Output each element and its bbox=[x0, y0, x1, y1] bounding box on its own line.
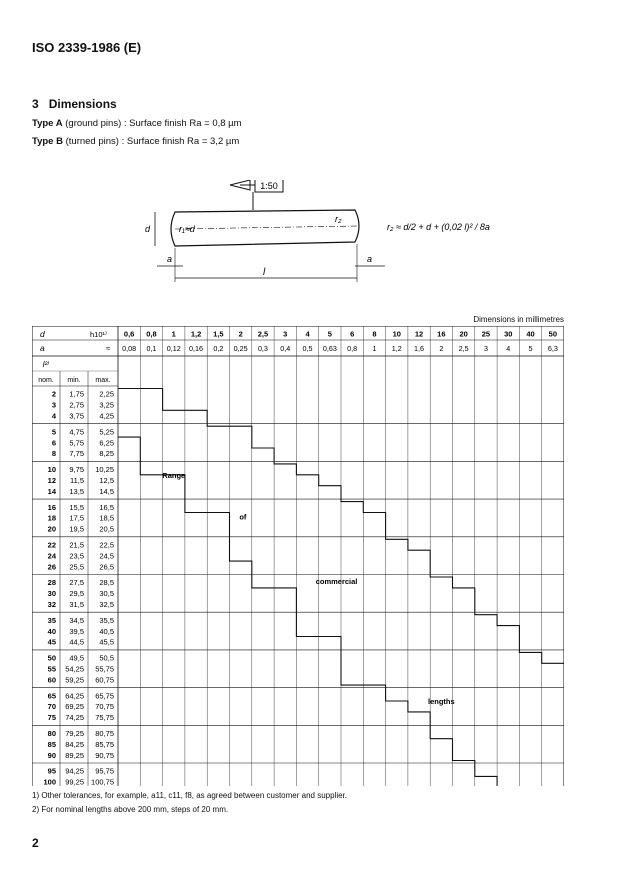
page-number: 2 bbox=[32, 836, 39, 850]
row-a-approx: ≈ bbox=[106, 344, 111, 353]
length-nom: 2 bbox=[51, 389, 56, 399]
length-max: 65,75 bbox=[95, 691, 114, 701]
length-max: 40,5 bbox=[99, 626, 114, 636]
length-nom: 30 bbox=[47, 589, 56, 599]
length-min: 84,25 bbox=[65, 739, 84, 749]
a-value: 2,5 bbox=[458, 344, 469, 353]
row-d-tolerance: h10¹⁾ bbox=[90, 330, 107, 339]
length-nom: 20 bbox=[47, 524, 56, 534]
a-value: 0,63 bbox=[322, 344, 337, 353]
length-max: 100,75 bbox=[91, 777, 114, 786]
length-min: 23,5 bbox=[69, 551, 84, 561]
length-max: 18,5 bbox=[99, 513, 114, 523]
length-nom: 95 bbox=[47, 766, 56, 776]
length-min: 5,75 bbox=[69, 438, 84, 448]
max-header: max. bbox=[95, 377, 111, 384]
type-b-name: Type B bbox=[32, 136, 63, 147]
d-value: 30 bbox=[504, 329, 513, 339]
footnote-2: 2) For nominal lengths above 200 mm, steps of 20 mm. bbox=[32, 805, 229, 814]
length-nom: 18 bbox=[47, 513, 56, 523]
length-min: 99,25 bbox=[65, 777, 84, 786]
length-max: 95,75 bbox=[95, 766, 114, 776]
length-min: 11,5 bbox=[69, 476, 84, 485]
type-a-name: Type A bbox=[32, 118, 63, 129]
section-title: Dimensions bbox=[48, 97, 117, 111]
length-min: 54,25 bbox=[65, 664, 84, 674]
length-max: 2,25 bbox=[99, 389, 114, 399]
length-max: 32,5 bbox=[99, 600, 114, 609]
type-b-line bbox=[32, 136, 239, 147]
length-nom: 5 bbox=[51, 427, 56, 437]
length-nom: 35 bbox=[47, 615, 56, 625]
d-value: 5 bbox=[327, 329, 332, 339]
length-max: 14,5 bbox=[99, 486, 114, 496]
length-min: 1,75 bbox=[69, 389, 84, 399]
pin-body bbox=[171, 210, 359, 246]
length-nom: 100 bbox=[43, 777, 56, 786]
length-min: 27,5 bbox=[69, 578, 84, 588]
length-max: 16,5 bbox=[99, 502, 114, 512]
length-nom: 14 bbox=[47, 486, 56, 496]
a-value: 0,1 bbox=[146, 344, 157, 353]
a-value: 0,4 bbox=[280, 344, 291, 353]
length-nom: 12 bbox=[47, 476, 56, 485]
a-value: 0,5 bbox=[302, 344, 313, 353]
length-max: 24,5 bbox=[99, 551, 114, 561]
d-value: 12 bbox=[414, 329, 424, 339]
a-value: 2 bbox=[439, 344, 444, 353]
section-number: 3 bbox=[32, 97, 39, 111]
length-min: 15,5 bbox=[69, 502, 84, 512]
d-value: 10 bbox=[392, 329, 401, 339]
a-value: 0,8 bbox=[347, 344, 358, 353]
a-value: 3 bbox=[483, 344, 488, 353]
d-value: 40 bbox=[526, 329, 535, 339]
length-min: 2,75 bbox=[69, 400, 84, 410]
length-nom: 75 bbox=[47, 713, 56, 723]
length-nom: 55 bbox=[47, 664, 56, 674]
length-nom: 16 bbox=[47, 502, 56, 512]
length-nom: 24 bbox=[47, 551, 56, 561]
units-note: Dimensions in millimetres bbox=[473, 315, 564, 324]
length-min: 13,5 bbox=[69, 486, 84, 496]
length-min: 89,25 bbox=[65, 750, 84, 760]
length-min: 7,75 bbox=[69, 449, 84, 459]
length-max: 60,75 bbox=[95, 675, 114, 685]
row-d-label: d bbox=[40, 329, 45, 339]
length-min: 49,5 bbox=[69, 653, 84, 663]
length-nom: 70 bbox=[47, 702, 56, 712]
a-value: 5 bbox=[528, 344, 533, 353]
length-max: 70,75 bbox=[95, 702, 114, 712]
length-min: 9,75 bbox=[69, 465, 84, 475]
length-max: 30,5 bbox=[99, 589, 114, 599]
d-value: 1,5 bbox=[213, 329, 224, 339]
a-value: 0,2 bbox=[213, 344, 224, 353]
range-word: commercial bbox=[315, 577, 358, 586]
length-min: 64,25 bbox=[65, 691, 84, 701]
range-word: of bbox=[239, 512, 247, 522]
range-word: Range bbox=[162, 470, 186, 480]
length-nom: 4 bbox=[51, 411, 56, 421]
length-nom: 80 bbox=[47, 729, 56, 738]
taper-ratio: 1:50 bbox=[260, 181, 278, 191]
d-label: d bbox=[145, 224, 151, 234]
section-heading bbox=[32, 97, 117, 111]
d-value: 6 bbox=[350, 329, 355, 339]
length-nom: 32 bbox=[47, 600, 56, 609]
length-max: 8,25 bbox=[99, 449, 114, 459]
length-nom: 8 bbox=[51, 449, 56, 459]
row-a-label: a bbox=[40, 343, 45, 353]
length-nom: 10 bbox=[47, 465, 56, 475]
length-max: 5,25 bbox=[99, 427, 114, 437]
a-value: 0,3 bbox=[257, 344, 268, 353]
a-value: 1,2 bbox=[391, 344, 402, 353]
length-nom: 3 bbox=[51, 400, 56, 410]
pin-drawing bbox=[135, 180, 495, 290]
d-value: 0,8 bbox=[146, 329, 157, 339]
length-nom: 40 bbox=[47, 626, 56, 636]
length-min: 69,25 bbox=[65, 702, 84, 712]
length-nom: 28 bbox=[47, 578, 56, 588]
length-min: 34,5 bbox=[69, 615, 84, 625]
length-min: 21,5 bbox=[69, 540, 84, 550]
nom-header: nom. bbox=[38, 377, 54, 384]
a-value: 0,12 bbox=[166, 344, 181, 353]
length-min: 31,5 bbox=[69, 600, 84, 609]
length-min: 94,25 bbox=[65, 766, 84, 776]
length-min: 79,25 bbox=[65, 729, 84, 738]
a-label-right: a bbox=[367, 254, 373, 264]
length-nom: 65 bbox=[47, 691, 56, 701]
length-max: 12,5 bbox=[99, 476, 114, 485]
length-max: 22,5 bbox=[99, 540, 114, 550]
length-min: 39,5 bbox=[69, 626, 84, 636]
d-value: 0,6 bbox=[123, 329, 135, 339]
d-value: 2 bbox=[238, 329, 243, 339]
length-max: 35,5 bbox=[99, 615, 114, 625]
type-b-desc: (turned pins) : Surface finish Ra = 3,2 µm bbox=[65, 136, 240, 147]
d-value: 8 bbox=[372, 329, 377, 339]
length-max: 10,25 bbox=[95, 465, 114, 475]
length-max: 45,5 bbox=[99, 637, 114, 647]
length-nom: 22 bbox=[47, 540, 56, 550]
a-value: 0,25 bbox=[233, 344, 248, 353]
length-max: 20,5 bbox=[99, 524, 114, 534]
document-header: ISO 2339-1986 (E) bbox=[32, 40, 142, 55]
a-value: 0,16 bbox=[189, 344, 204, 353]
d-value: 2,5 bbox=[257, 329, 269, 339]
length-min: 4,75 bbox=[69, 427, 84, 437]
length-max: 6,25 bbox=[99, 438, 114, 448]
length-max: 55,75 bbox=[95, 664, 114, 674]
range-word: lengths bbox=[428, 697, 455, 706]
d-value: 20 bbox=[459, 329, 468, 339]
length-min: 74,25 bbox=[65, 713, 84, 723]
a-value: 4 bbox=[506, 344, 511, 353]
length-min: 25,5 bbox=[69, 562, 84, 572]
length-min: 3,75 bbox=[69, 411, 84, 421]
a-value: 0,08 bbox=[122, 344, 137, 353]
length-nom: 50 bbox=[47, 653, 56, 663]
d-value: 50 bbox=[548, 329, 558, 339]
d-value: 1 bbox=[171, 329, 176, 339]
r1-label: r₁≈d bbox=[179, 224, 195, 234]
d-value: 3 bbox=[283, 329, 288, 339]
length-max: 3,25 bbox=[99, 400, 114, 410]
length-max: 4,25 bbox=[99, 411, 114, 421]
a-label-left: a bbox=[167, 254, 173, 264]
min-header: min. bbox=[67, 377, 81, 384]
d-value: 1,2 bbox=[190, 329, 202, 339]
a-value: 1,6 bbox=[414, 344, 425, 353]
d-value: 25 bbox=[481, 329, 491, 339]
type-a-line bbox=[32, 118, 242, 129]
length-max: 26,5 bbox=[99, 562, 114, 572]
length-nom: 60 bbox=[47, 675, 56, 685]
type-a-desc: (ground pins) : Surface finish Ra = 0,8 µm bbox=[65, 118, 242, 129]
a-value: 1 bbox=[372, 344, 377, 353]
length-max: 85,75 bbox=[95, 739, 114, 749]
length-nom: 90 bbox=[47, 750, 56, 760]
footnote-1: 1) Other tolerances, for example, a11, c11, f8, as agreed between customer and supplier. bbox=[32, 791, 347, 800]
l-label: l bbox=[263, 267, 266, 278]
length-max: 75,75 bbox=[95, 713, 114, 723]
length-nom: 45 bbox=[47, 637, 56, 647]
length-nom: 85 bbox=[47, 739, 56, 749]
length-nom: 26 bbox=[47, 562, 56, 572]
r2-label: r₂ bbox=[335, 214, 342, 224]
length-max: 80,75 bbox=[95, 729, 114, 738]
l-header: l²⁾ bbox=[42, 360, 50, 369]
dimensions-table bbox=[32, 326, 564, 786]
length-min: 44,5 bbox=[69, 637, 84, 647]
a-value: 6,3 bbox=[547, 344, 558, 353]
d-value: 16 bbox=[437, 329, 446, 339]
length-max: 28,5 bbox=[99, 578, 114, 588]
length-max: 50,5 bbox=[99, 653, 114, 663]
length-min: 17,5 bbox=[69, 513, 84, 523]
length-min: 19,5 bbox=[69, 524, 84, 534]
d-value: 4 bbox=[305, 329, 310, 339]
length-max: 90,75 bbox=[95, 750, 114, 760]
length-min: 29,5 bbox=[69, 589, 84, 599]
length-min: 59,25 bbox=[65, 675, 84, 685]
length-nom: 6 bbox=[51, 438, 56, 448]
r2-formula: r₂ ≈ d/2 + d + (0,02 l)² / 8a bbox=[387, 222, 490, 232]
